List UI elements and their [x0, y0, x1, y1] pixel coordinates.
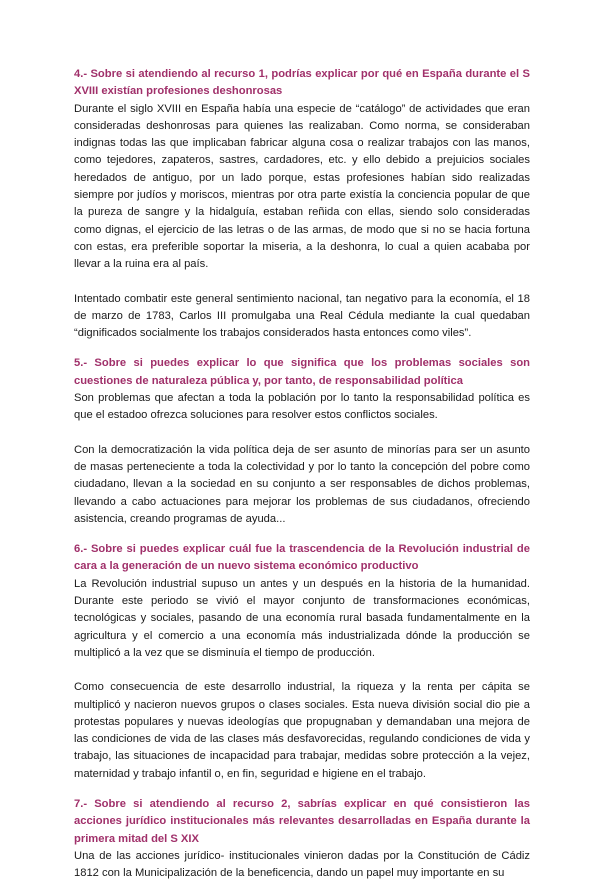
document-page: [74, 66, 530, 882]
paragraph: La Revolución industrial supuso un antes y un después en la historia de la humanidad. Durante este periodo se vivió el mayor conjunto de transformaciones económicas, tecnológicas y sociales, pasando de una economía rural basada fundamentalmente en la agricultura y el comercio a una economía más industrializada dónde la producción se multiplicó a la vez que se disminuía el tiempo de producción.: [74, 577, 530, 659]
paragraph: Intentado combatir este general sentimiento nacional, tan negativo para la economía, el 18 de marzo de 1783, Carlos III promulgaba una Real Cédula mediante la cual quedaban “dignificados socialmente los trabajos considerados hasta entonces como viles”.: [74, 292, 530, 340]
paragraph: Durante el siglo XVIII en España había una especie de “catálogo” de actividades que eran consideradas deshonrosas para quienes las realizaban. Como norma, se consideraban indignas todas las que implicaban fabricar alguna cosa o realizar trabajos con las manos, como tejedores, zapateros, sastres, cardadores, etc. y ello debido a prejuicios sociales heredados de antiguo, por un lado porque, estas profesiones habían sido realizadas siempre por judíos y moriscos, mientras por otra parte existía la conciencia popular de que la pureza de sangre y la hidalguía, estaban reñida con ellas, siendo solo consideradas como dignas, el ejercicio de las letras o de las armas, de modo que si no se hacia fortuna con estas, era preferible soportar la miseria, a la deshonra, lo cual a quien acababa por llevar a la ruina era al país.: [74, 102, 530, 271]
paragraph: Una de las acciones jurídico- institucionales vinieron dadas por la Constitución de Cádiz 1812 con la Municipalización de la beneficencia, dando un papel muy importante en su: [74, 849, 530, 880]
paragraph: Con la democratización la vida política deja de ser asunto de minorías para ser un asunto de masas perteneciente a toda la colectividad y por lo tanto la concepción del pobre como ciudadano, llevan a la sociedad en su conjunto a ser responsables de dichos problemas, llevando a cabo actuaciones para mejorar los problemas de sus ciudadanos, ofreciendo asistencia, creando programas de ayuda...: [74, 443, 530, 525]
section-5: [74, 355, 530, 528]
section-6: [74, 541, 530, 783]
section-heading: 5.- Sobre si puedes explicar lo que significa que los problemas sociales son cuestiones de naturaleza pública y, por tanto, de responsabilidad política: [74, 357, 530, 387]
section-4: [74, 66, 530, 342]
section-heading: 4.- Sobre si atendiendo al recurso 1, podrías explicar por qué en España durante el S XVIII existían profesiones deshonrosas: [74, 68, 530, 98]
paragraph: Como consecuencia de este desarrollo industrial, la riqueza y la renta per cápita se multiplicó y nacieron nuevos grupos o clases sociales. Esta nueva división social dio pie a protestas populares y nuevas ideologías que propugnaban y demandaban una mejora de las condiciones de vida de las clases más desfavorecidas, regulando condiciones de vida y trabajo, las situaciones de incapacidad para trabajar, medidas sobre protección a la vejez, maternidad y trabajo infantil o, en fin, seguridad e higiene en el trabajo.: [74, 681, 530, 780]
section-heading: 7.- Sobre si atendiendo al recurso 2, sabrías explicar en qué consistieron las acciones jurídico institucionales más relevantes desarrolladas en España durante la primera mitad del S XIX: [74, 797, 530, 845]
paragraph: Son problemas que afectan a toda la población por lo tanto la responsabilidad política es que el estadoo ofrezca soluciones para resolver estos conflictos sociales.: [74, 392, 530, 422]
section-7: [74, 796, 530, 882]
section-heading: 6.- Sobre si puedes explicar cuál fue la trascendencia de la Revolución industrial de cara a la generación de un nuevo sistema económico productivo: [74, 543, 530, 573]
